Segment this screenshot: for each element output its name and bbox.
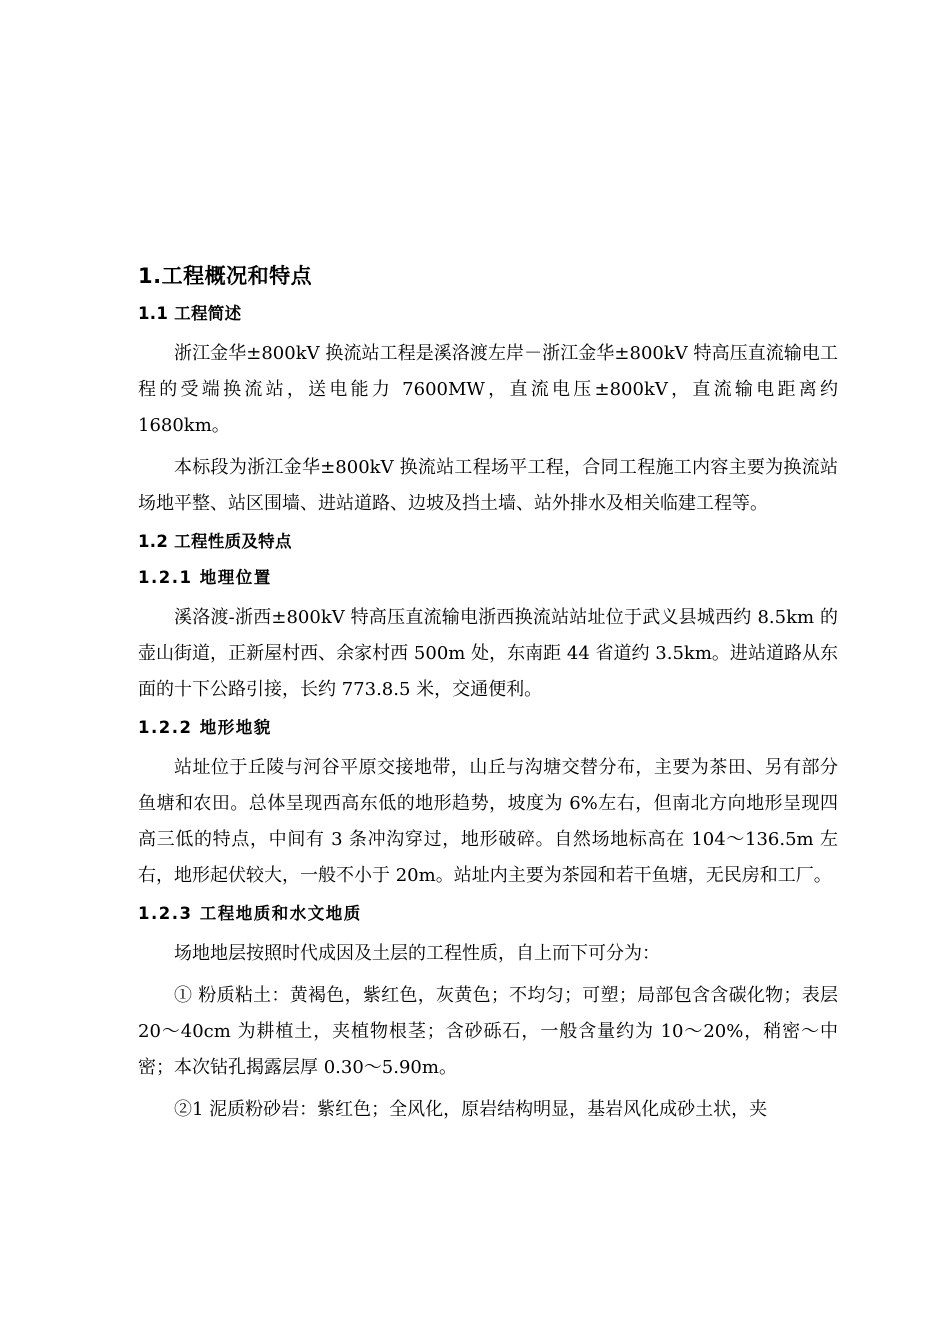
chapter-title: 1.工程概况和特点 — [138, 264, 313, 288]
subsection-heading-1-2-1: 1.2.1 地理位置 — [138, 568, 272, 587]
paragraph: ②1 泥质粉砂岩：紫红色；全风化，原岩结构明显，基岩风化成砂土状，夹 — [174, 1099, 768, 1120]
paragraph: 本标段为浙江金华±800kV 换流站工程场平工程，合同工程施工内容主要为换流站场地平整、站区围墙、进站道路、边坡及挡土墙、站外排水及相关临建工程等。 — [138, 457, 838, 514]
paragraph: 溪洛渡-浙西±800kV 特高压直流输电浙西换流站站址位于武义县城西约 8.5km 的壶山街道，正新屋村西、余家村西 500m 处，东南距 44 省道约 3.5km。进站道路从东面的十下公路引接，长约 773.8.5 米，交通便利。 — [138, 607, 838, 700]
section-heading-1-1: 1.1 工程简述 — [138, 304, 242, 323]
section-heading-1-2: 1.2 工程性质及特点 — [138, 532, 292, 551]
paragraph: 浙江金华±800kV 换流站工程是溪洛渡左岸－浙江金华±800kV 特高压直流输电工程的受端换流站，送电能力 7600MW，直流电压±800kV，直流输电距离约 1680km。 — [138, 343, 838, 436]
document-page — [138, 262, 838, 1134]
paragraph: ① 粉质粘土：黄褐色，紫红色，灰黄色；不均匀；可塑；局部包含含碳化物；表层 20～40cm 为耕植土，夹植物根茎；含砂砾石，一般含量约为 10～20%，稍密～中密；本次钻孔揭露层厚 0.30～5.90m。 — [138, 985, 838, 1078]
subsection-heading-1-2-2: 1.2.2 地形地貌 — [138, 718, 272, 737]
paragraph: 场地地层按照时代成因及土层的工程性质，自上而下可分为： — [174, 943, 660, 964]
subsection-heading-1-2-3: 1.2.3 工程地质和水文地质 — [138, 904, 362, 923]
paragraph: 站址位于丘陵与河谷平原交接地带，山丘与沟塘交替分布，主要为茶田、另有部分鱼塘和农田。总体呈现西高东低的地形趋势，坡度为 6%左右，但南北方向地形呈现四高三低的特点，中间有 3 条冲沟穿过，地形破碎。自然场地标高在 104～136.5m 左右，地形起伏较大，一般不小于 20m。站址内主要为茶园和若干鱼塘，无民房和工厂。 — [138, 757, 838, 886]
